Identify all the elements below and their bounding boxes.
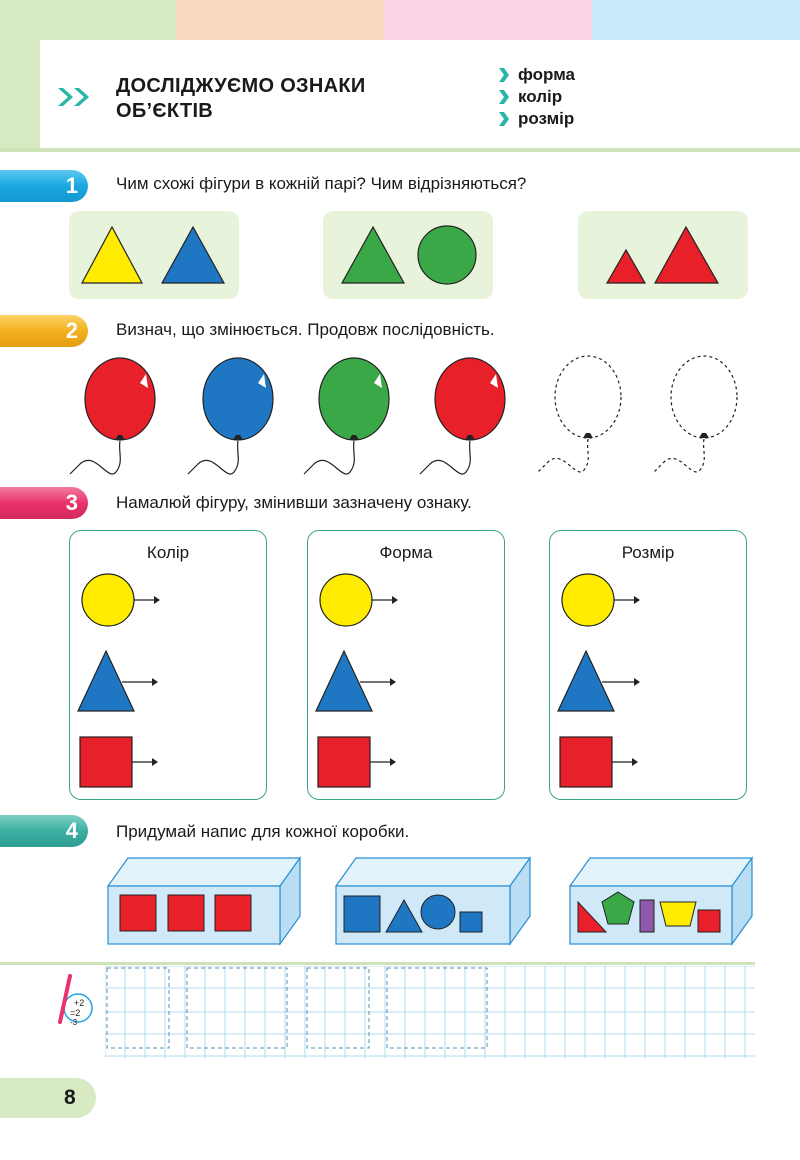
- page-number-tab: [0, 1078, 96, 1118]
- box-with-blue-shapes: [336, 858, 530, 944]
- card-title: Розмір: [621, 543, 675, 562]
- top-strip-pink: [384, 0, 592, 40]
- svg-text:-3: -3: [70, 1018, 78, 1027]
- task-instruction: Придумай напис для кожної коробки.: [116, 822, 410, 841]
- svg-text:=2: =2: [70, 1008, 81, 1018]
- dashed-balloon-outline: [654, 356, 737, 472]
- task-number-tab: 2: [0, 315, 88, 347]
- large-red-triangle: [655, 227, 718, 283]
- chevron-right-icon: [498, 67, 510, 83]
- task-number-tab: 3: [0, 487, 88, 519]
- dashed-balloon-outline: [538, 356, 621, 472]
- double-chevron-icon: [56, 86, 92, 113]
- small-red-triangle: [607, 250, 645, 283]
- colour-card: [69, 530, 267, 800]
- yellow-circle: [82, 574, 134, 626]
- size-card: [549, 530, 747, 800]
- top-strip-green: [0, 0, 176, 40]
- attribute-item: форма: [498, 64, 575, 86]
- top-strip-orange: [176, 0, 384, 40]
- box-with-mixed-shapes: [570, 858, 752, 944]
- green-circle: [418, 226, 476, 284]
- red-balloon: [70, 358, 155, 474]
- blue-triangle: [162, 227, 224, 283]
- green-balloon: [304, 358, 389, 474]
- balloon-sequence: [0, 352, 800, 482]
- blue-triangle: [316, 651, 372, 711]
- page-title: ДОСЛІДЖУЄМО ОЗНАКИ ОБ’ЄКТІВ: [116, 75, 366, 122]
- red-square: [318, 737, 370, 787]
- blue-triangle: [78, 651, 134, 711]
- writing-grid: [105, 966, 755, 1058]
- pencil-icon: [56, 972, 96, 1033]
- card-title: Колір: [146, 543, 190, 562]
- attribute-list: [498, 64, 575, 130]
- task-instruction: Визнач, що змінюється. Продовж послідовність.: [116, 320, 495, 339]
- header-left-block: [0, 40, 40, 148]
- blue-triangle: [558, 651, 614, 711]
- chevron-right-icon: [498, 89, 510, 105]
- box-with-squares: [108, 858, 300, 944]
- red-balloon: [420, 358, 505, 474]
- page-number: 8: [64, 1086, 76, 1109]
- task-instruction: Чим схожі фігури в кожній парі? Чим відрізняються?: [116, 174, 527, 193]
- chevron-right-icon: [498, 111, 510, 127]
- shape-card: [307, 530, 505, 800]
- blue-balloon: [188, 358, 273, 474]
- task-instruction: Намалюй фігуру, змінивши зазначену ознаку.: [116, 493, 472, 512]
- boxes: [0, 850, 800, 950]
- task-number-tab: 1: [0, 170, 88, 202]
- attribute-item: колір: [498, 86, 575, 108]
- red-square: [80, 737, 132, 787]
- grid-top-divider: [0, 962, 755, 965]
- attribute-item: розмір: [498, 108, 575, 130]
- card-title: Форма: [379, 543, 433, 562]
- task1-shapes: [0, 205, 800, 305]
- green-triangle: [342, 227, 404, 283]
- header-divider: [0, 148, 800, 152]
- top-strip-blue: [592, 0, 800, 40]
- yellow-circle: [320, 574, 372, 626]
- yellow-circle: [562, 574, 614, 626]
- svg-text:+2: +2: [74, 998, 85, 1008]
- red-square: [560, 737, 612, 787]
- task-number-tab: 4: [0, 815, 88, 847]
- yellow-triangle: [82, 227, 142, 283]
